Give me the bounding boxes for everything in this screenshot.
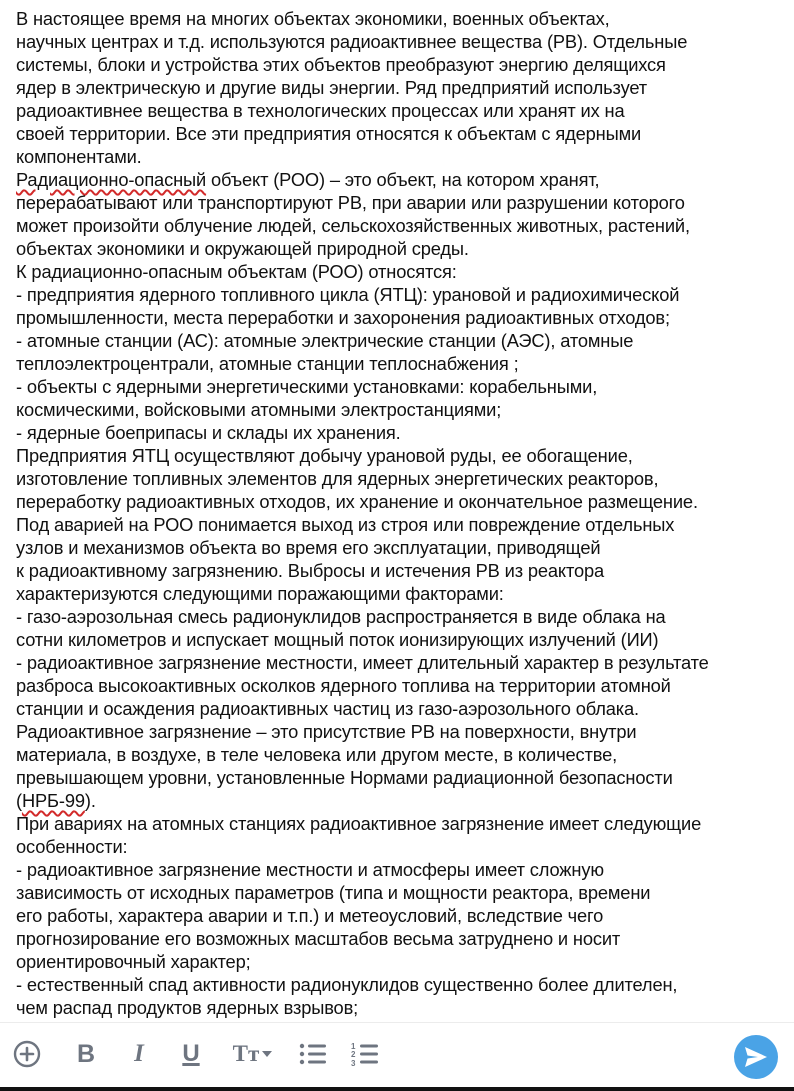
text-line: Предприятия ЯТЦ осуществляют добычу урановой руды, ее обогащение, bbox=[16, 445, 633, 466]
text-line: - объекты с ядерными энергетическими установками: корабельными, bbox=[16, 376, 598, 397]
text-segment: ( bbox=[16, 790, 22, 811]
text-line: к радиоактивному загрязнению. Выбросы и истечения РВ из реактора bbox=[16, 560, 605, 581]
text-line: зависимость от исходных параметров (типа и мощности реактора, времени bbox=[16, 882, 651, 903]
bullet-list-icon bbox=[299, 1042, 327, 1066]
svg-text:3: 3 bbox=[351, 1059, 356, 1067]
text-line: - предприятия ядерного топливного цикла (ЯТЦ): урановой и радиохимической bbox=[16, 284, 680, 305]
text-line: - радиоактивное загрязнение местности и атмосферы имеет сложную bbox=[16, 859, 604, 880]
underline-button[interactable] bbox=[177, 1037, 205, 1071]
text-line: научных центрах и т.д. используются радиоактивнее вещества (РВ). Отдельные bbox=[16, 31, 688, 52]
text-line: - ядерные боеприпасы и склады их хранения. bbox=[16, 422, 401, 443]
send-button[interactable] bbox=[734, 1035, 778, 1079]
text-segment: объект (РОО) – это объект, на котором хранят, bbox=[206, 169, 600, 190]
svg-text:1: 1 bbox=[351, 1042, 356, 1051]
text-line: перерабатывают или транспортируют РВ, при аварии или разрушении которого bbox=[16, 192, 685, 213]
text-line: К радиационно-опасным объектам (РОО) относятся: bbox=[16, 261, 457, 282]
text-line: - естественный спад активности радионуклидов существенно более длителен, bbox=[16, 974, 678, 995]
text-line: Радиоактивное загрязнение – это присутствие РВ на поверхности, внутри bbox=[16, 721, 637, 742]
text-line: может произойти облучение людей, сельскохозяйственных животных, растений, bbox=[16, 215, 690, 236]
text-line bbox=[16, 168, 780, 191]
text-line: радиоактивнее вещества в технологических процессах или хранят их на bbox=[16, 100, 625, 121]
text-line: прогнозирование его возможных масштабов весьма затруднено и носит bbox=[16, 928, 621, 949]
text-line: станции и осаждения радиоактивных частиц из газо-аэрозольного облака. bbox=[16, 698, 639, 719]
bullet-list-button[interactable] bbox=[298, 1037, 328, 1071]
underline-icon: U bbox=[182, 1040, 200, 1067]
spellcheck-word[interactable]: НРБ-99 bbox=[21, 790, 85, 811]
text-line: компонентами. bbox=[16, 146, 142, 167]
text-line: характеризуются следующими поражающими факторами: bbox=[16, 583, 504, 604]
text-line: его работы, характера аварии и т.п.) и метеоусловий, вследствие чего bbox=[16, 905, 604, 926]
text-line: промышленности, места переработки и захоронения радиоактивных отходов; bbox=[16, 307, 670, 328]
text-line: разброса высокоактивных осколков ядерного топлива на территории атомной bbox=[16, 675, 671, 696]
text-line: объектах экономики и окружающей природной среды. bbox=[16, 238, 469, 259]
text-line: теплоэлектроцентрали, атомные станции теплоснабжения ; bbox=[16, 353, 519, 374]
text-line: превышающем уровни, установленные Нормами радиационной безопасности bbox=[16, 767, 673, 788]
text-line: В настоящее время на многих объектах экономики, военных объектах, bbox=[16, 8, 610, 29]
italic-icon: I bbox=[134, 1040, 144, 1067]
text-line: системы, блоки и устройства этих объектов преобразуют энергию делящихся bbox=[16, 54, 666, 75]
text-line: особенности: bbox=[16, 836, 128, 857]
bold-button[interactable] bbox=[72, 1037, 100, 1071]
text-line: - радиоактивное загрязнение местности, имеет длительный характер в результате bbox=[16, 652, 709, 673]
text-line: переработку радиоактивных отходов, их хранение и окончательное размещение. bbox=[16, 491, 698, 512]
add-circle-icon bbox=[13, 1040, 41, 1068]
numbered-list-button[interactable] bbox=[350, 1037, 380, 1071]
chevron-down-icon bbox=[261, 1050, 273, 1058]
text-line: При авариях на атомных станциях радиоактивное загрязнение имеет следующие bbox=[16, 813, 702, 834]
text-line: сотни километров и испускает мощный поток ионизирующих излучений (ИИ) bbox=[16, 629, 659, 650]
italic-button[interactable] bbox=[125, 1037, 153, 1071]
text-line: своей территории. Все эти предприятия относятся к объектам с ядерными bbox=[16, 123, 642, 144]
add-attachment-button[interactable] bbox=[10, 1037, 44, 1071]
text-line: ориентировочный характер; bbox=[16, 951, 251, 972]
text-line: космическими, войсковыми атомными электростанциями; bbox=[16, 399, 502, 420]
text-line bbox=[16, 789, 780, 812]
text-size-icon: Tт bbox=[232, 1041, 260, 1066]
text-line: Под аварией на РОО понимается выход из строя или повреждение отдельных bbox=[16, 514, 675, 535]
text-line: ядер в электрическую и другие виды энергии. Ряд предприятий использует bbox=[16, 77, 647, 98]
formatting-toolbar bbox=[0, 1022, 794, 1091]
spellcheck-word[interactable]: Радиационно-опасный bbox=[16, 169, 207, 190]
text-line: чем распад продуктов ядерных взрывов; bbox=[16, 997, 359, 1018]
text-line: изготовление топливных элементов для ядерных энергетических реакторов, bbox=[16, 468, 659, 489]
svg-text:2: 2 bbox=[351, 1050, 356, 1059]
text-line: материала, в воздухе, в теле человека или другом месте, в количестве, bbox=[16, 744, 618, 765]
send-icon bbox=[743, 1045, 769, 1069]
text-size-button[interactable] bbox=[229, 1037, 277, 1071]
text-line: - газо-аэрозольная смесь радионуклидов распространяется в виде облака на bbox=[16, 606, 666, 627]
text-segment: ). bbox=[84, 790, 96, 811]
numbered-list-icon bbox=[351, 1041, 379, 1067]
bold-icon: B bbox=[76, 1039, 96, 1068]
text-line: - атомные станции (АС): атомные электрические станции (АЭС), атомные bbox=[16, 330, 634, 351]
text-line: узлов и механизмов объекта во время его эксплуатации, приводящей bbox=[16, 537, 601, 558]
